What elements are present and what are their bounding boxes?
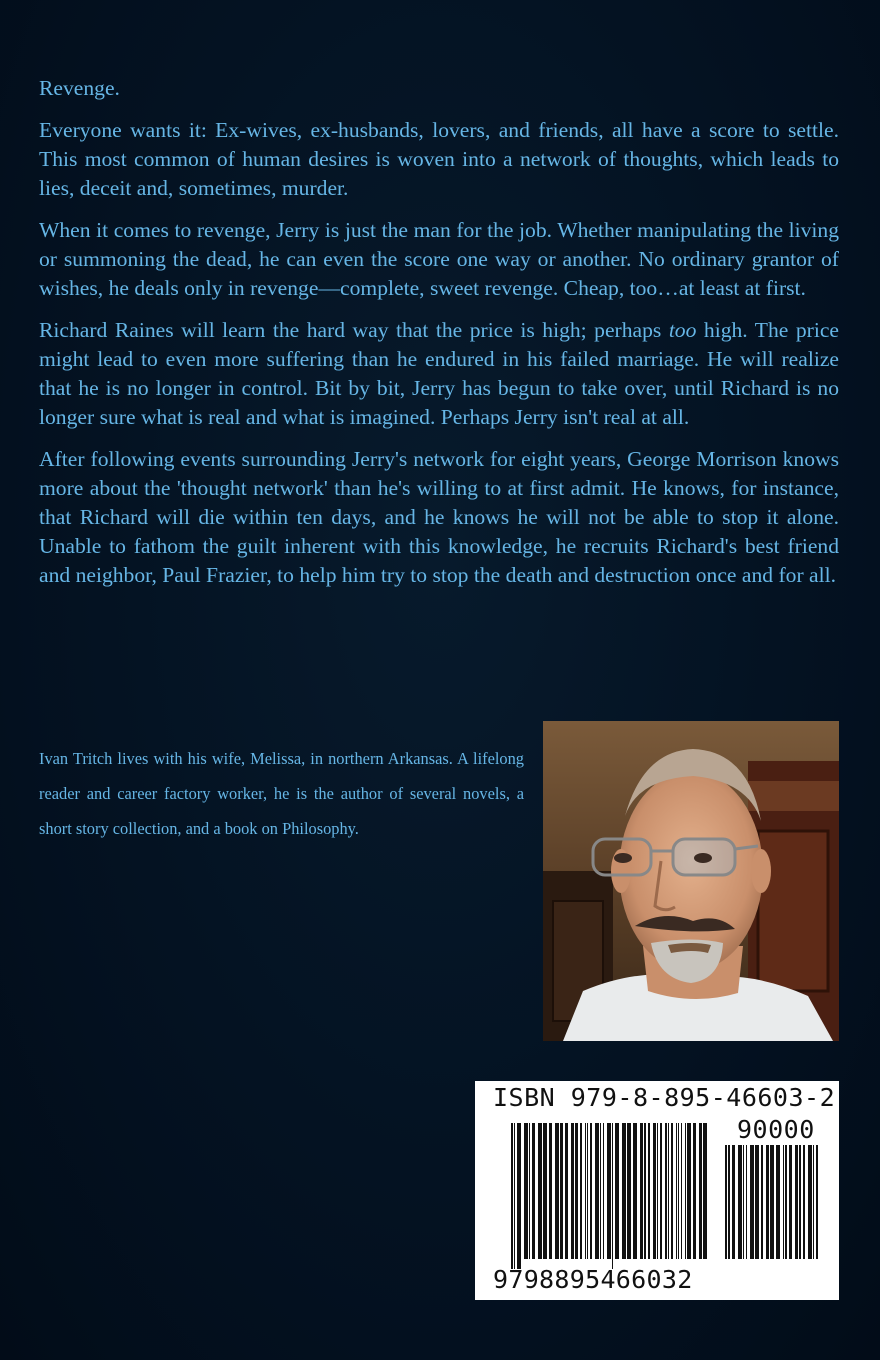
barcode-bar [657, 1123, 658, 1259]
barcode-bar [699, 1123, 702, 1259]
barcode-bar [660, 1123, 662, 1259]
ean-barcode-bars [511, 1123, 711, 1269]
addon-barcode-bars [725, 1145, 821, 1269]
blurb-emphasis: too [668, 318, 697, 342]
barcode-bar [785, 1145, 787, 1259]
blurb-paragraph-4-start: Richard Raines will learn the hard way that the price is high; perhaps [39, 318, 669, 342]
barcode-bar [511, 1123, 513, 1269]
blurb-paragraph-1: Revenge. [39, 76, 120, 100]
blurb-paragraph-2: Everyone wants it: Ex-wives, ex-husbands, lovers, and friends, all have a score to settle. This most common of human desires is woven into a network of thoughts, which leads to lies, deceit and, sometimes, murder. [39, 118, 839, 200]
barcode-bar [803, 1145, 805, 1259]
barcode-bar [587, 1123, 588, 1259]
author-bio: Ivan Tritch lives with his wife, Melissa, in northern Arkansas. A lifelong reader and career factory worker, he is the author of several novels, a short story collection, and a book on Philosophy. [39, 749, 524, 838]
barcode-bar [532, 1123, 535, 1259]
barcode-bar [622, 1123, 626, 1259]
barcode-bar [766, 1145, 769, 1259]
isbn-barcode [475, 1081, 839, 1300]
price-code: 90000 [737, 1115, 815, 1144]
barcode-bar [671, 1123, 673, 1259]
ean-digits: 9798895466032 [493, 1265, 693, 1294]
barcode-bar [549, 1123, 552, 1259]
barcode-bar [595, 1123, 599, 1259]
barcode-bar [776, 1145, 780, 1259]
barcode-bar [571, 1123, 574, 1259]
barcode-bar [612, 1123, 613, 1269]
barcode-bar [653, 1123, 656, 1259]
barcode-bar [538, 1123, 542, 1259]
barcode-bar [580, 1123, 582, 1259]
barcode-bar [627, 1123, 631, 1259]
barcode-bar [644, 1123, 646, 1259]
barcode-bar [799, 1145, 801, 1259]
barcode-bar [813, 1145, 814, 1259]
barcode-bar [607, 1123, 611, 1259]
barcode-bar [732, 1145, 735, 1259]
blurb [39, 74, 839, 603]
barcode-bar [600, 1123, 601, 1259]
barcode-bar [795, 1145, 798, 1259]
barcode-bar [738, 1145, 742, 1259]
barcode-bar [560, 1123, 563, 1259]
barcode-bar [575, 1123, 578, 1259]
blurb-paragraph-3: When it comes to revenge, Jerry is just the man for the job. Whether manipulating the living or summoning the dead, he can even the score one way or another. No ordinary grantor of wishes, he deals only in revenge—complete, sweet revenge. Cheap, too…at least at first. [39, 218, 839, 300]
barcode-bar [743, 1145, 744, 1259]
barcode-bar [668, 1123, 669, 1259]
barcode-bar [665, 1123, 667, 1259]
barcode-bar [789, 1145, 792, 1259]
blurb-paragraph-4-end: high. The price might lead to even more suffering than he endured in his failed marriage. He will realize that he is no longer in control. Bit by bit, Jerry has begun to take over, until Richard is no longer sure what is real and what is imagined. Perhaps Jerry isn't real at all. [39, 318, 839, 429]
barcode-bar [746, 1145, 747, 1259]
barcode-bar [703, 1123, 707, 1259]
barcode-bar [685, 1123, 686, 1259]
blurb-paragraph-4 [39, 316, 839, 432]
barcode-bar [590, 1123, 592, 1259]
blurb-paragraph-5: After following events surrounding Jerry's network for eight years, George Morrison knows more about the 'thought network' than he's willing to at first admit. He knows, for instance, that Richard will die within ten days, and he knows he will not be able to stop it alone. Unable to fathom the guilt inherent with this knowledge, he recruits Richard's best friend and neighbor, Paul Frazier, to help him try to stop the death and destruction once and for all. [39, 447, 839, 587]
barcode-bar [529, 1123, 530, 1259]
barcode-bar [681, 1123, 682, 1259]
barcode-bar [770, 1145, 774, 1259]
barcode-bar [543, 1123, 547, 1259]
barcode-bar [648, 1123, 650, 1259]
barcode-bar [524, 1123, 528, 1259]
barcode-bar [676, 1123, 677, 1259]
barcode-bar [816, 1145, 818, 1259]
barcode-bar [514, 1123, 515, 1269]
barcode-bar [678, 1123, 679, 1259]
barcode-bar [585, 1123, 586, 1259]
barcode-bar [750, 1145, 754, 1259]
isbn-label: ISBN 979-8-895-46603-2 [493, 1083, 836, 1112]
barcode-bar [633, 1123, 637, 1259]
barcode-bar [755, 1145, 759, 1259]
author-photo [543, 721, 839, 1041]
barcode-bar [808, 1145, 812, 1259]
barcode-bar [728, 1145, 730, 1259]
barcode-bar [687, 1123, 691, 1259]
barcode-bar [517, 1123, 521, 1269]
barcode-bar [761, 1145, 763, 1259]
barcode-bar [555, 1123, 559, 1259]
barcode-bar [615, 1123, 619, 1259]
barcode-bar [693, 1123, 696, 1259]
barcode-bar [640, 1123, 643, 1259]
barcode-bar [603, 1123, 604, 1259]
barcode-bar [783, 1145, 784, 1259]
barcode-bar [565, 1123, 568, 1259]
author-portrait-illustration [543, 721, 839, 1041]
barcode-bar [725, 1145, 727, 1259]
